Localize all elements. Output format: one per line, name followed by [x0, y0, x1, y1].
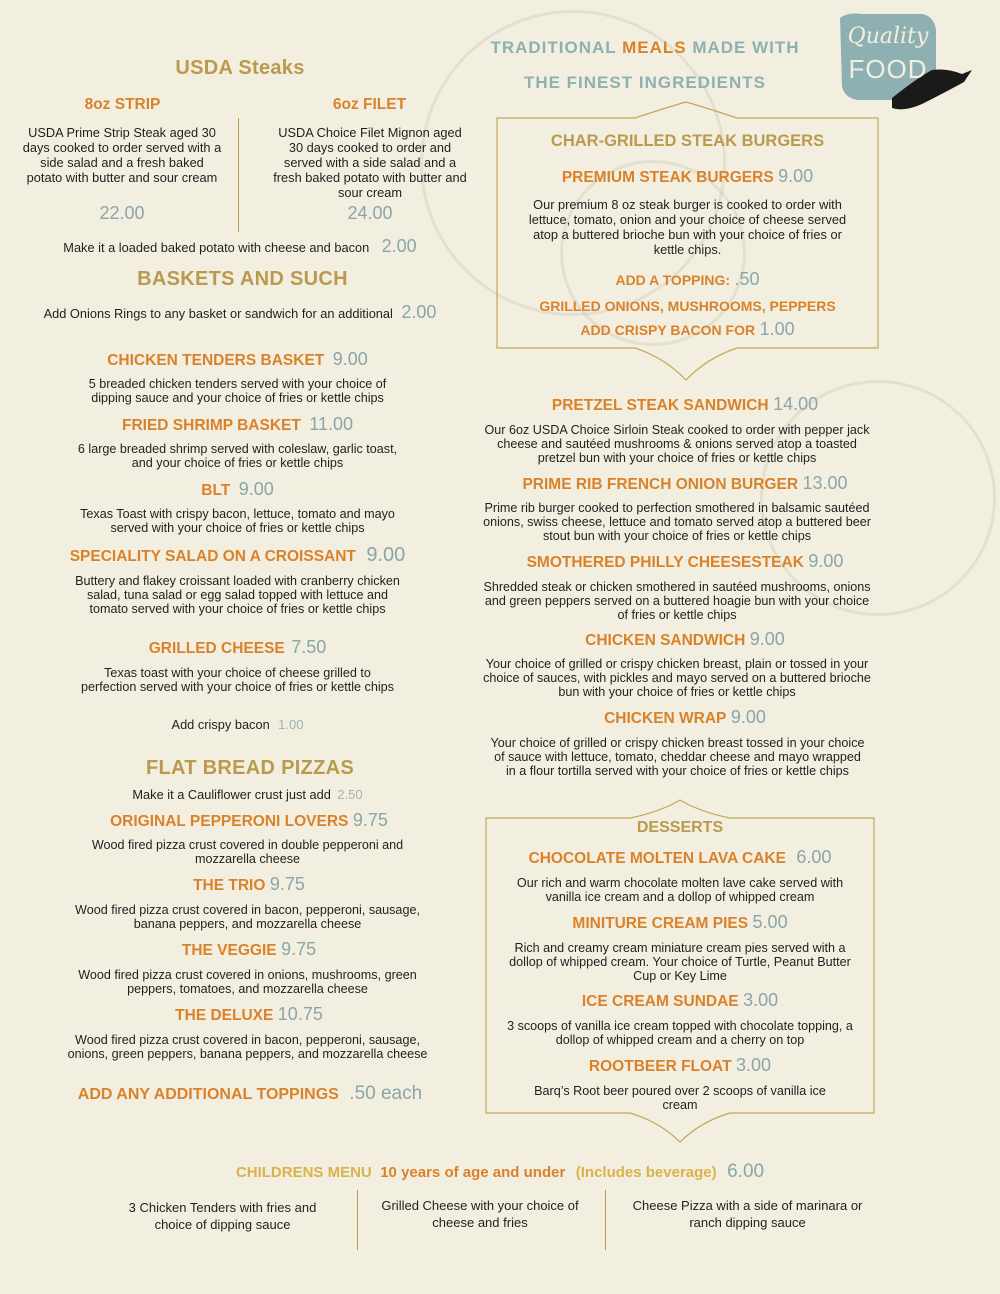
sandwich-price: 9.00	[749, 629, 785, 649]
tagline-word-meals: MEALS	[622, 38, 687, 57]
basket-item-desc: 5 breaded chicken tenders served with your choice of dipping sauce and your choice of fries or kettle chips	[88, 377, 387, 405]
dessert-item-name: MINITURE CREAM PIES	[572, 915, 749, 932]
baskets-title: BASKETS AND SUCH	[137, 268, 348, 290]
desserts-title: DESSERTS	[636, 819, 724, 836]
premium-burger-desc: Our premium 8 oz steak burger is cooked to order with lettuce, tomato, onion and your choice of cheese served atop a buttered brioche bun with your choice of fries or kettle chips.	[528, 197, 847, 257]
basket-item-name: BLT	[201, 482, 231, 499]
add-bacon-text: Add crispy bacon	[171, 717, 270, 732]
dessert-item-title	[486, 1055, 874, 1076]
childrens-menu-title	[0, 1161, 1000, 1183]
strip-name: 8oz STRIP	[84, 96, 161, 113]
dessert-item-name: CHOCOLATE MOLTEN LAVA CAKE	[528, 850, 786, 867]
kids-option: Cheese Pizza with a side of marinara or ranch dipping sauce	[632, 1198, 863, 1230]
basket-item-name: FRIED SHRIMP BASKET	[121, 417, 301, 434]
add-topping-text: ADD A TOPPING:	[615, 272, 731, 288]
crispy-bacon-text: ADD CRISPY BACON FOR	[580, 322, 756, 338]
pizza-item-price: 10.75	[277, 1004, 323, 1024]
dessert-item-desc: Barq’s Root beer poured over 2 scoops of vanilla ice cream	[534, 1084, 826, 1112]
dessert-item-title	[486, 847, 874, 868]
pizzas-title: FLAT BREAD PIZZAS	[145, 757, 355, 779]
sandwich-price: 13.00	[802, 473, 848, 493]
sandwich-name: PRIME RIB FRENCH ONION BURGER	[522, 476, 799, 493]
kids-option: Grilled Cheese with your choice of cheese and fries	[381, 1198, 579, 1230]
dessert-item-price: 3.00	[743, 990, 779, 1010]
basket-item-desc: Buttery and flakey croissant loaded with cranberry chicken salad, tuna salad or egg salad topped with lettuce and tomato served with your choice of fries or kettle chips	[75, 574, 400, 616]
pizza-item-desc: Wood fired pizza crust covered in double pepperoni and mozzarella cheese	[91, 838, 404, 866]
basket-item-price: 7.50	[291, 637, 327, 657]
grilled-toppings: GRILLED ONIONS, MUSHROOMS, PEPPERS	[539, 298, 836, 314]
steaks-title: USDA Steaks	[175, 57, 305, 79]
tagline-word-traditional: TRADITIONAL	[490, 38, 617, 57]
basket-item-desc: 6 large breaded shrimp served with coleslaw, garlic toast, and your choice of fries or kettle chips	[77, 442, 398, 470]
dessert-item-desc: Our rich and warm chocolate molten lave cake served with vanilla ice cream and a dollop of whipped cream	[516, 876, 844, 904]
toppings-text: ADD ANY ADDITIONAL TOPPINGS	[77, 1086, 339, 1103]
sandwich-desc: Your choice of grilled or crispy chicken breast tossed in your choice of sauce with lettuce, tomato, cheddar cheese and mayo wrapped in a flour tortilla served with your choice of fries or kettle chips	[490, 736, 865, 778]
sandwich-desc: Prime rib burger cooked to perfection smothered in balsamic sautéed onions, swiss cheese, lettuce and tomato served atop a buttered beer stout bun with your choice of fries or kettle chips	[483, 501, 871, 543]
toppings-price: .50 each	[349, 1083, 423, 1104]
basket-item-price: 9.00	[366, 544, 406, 566]
sandwich-price: 9.00	[808, 551, 844, 571]
filet-name: 6oz FILET	[332, 96, 407, 113]
dessert-item-desc: Rich and creamy cream miniature cream pies served with a dollop of whipped cream. Your choice of Turtle, Peanut Butter Cup or Key Lime	[509, 941, 851, 983]
strip-price: 22.00	[99, 203, 145, 223]
sandwich-desc: Shredded steak or chicken smothered in sautéed mushrooms, onions and green peppers served on a buttered hoagie bun with your choice of fries or kettle chips	[483, 580, 871, 622]
filet-price: 24.00	[347, 203, 393, 223]
onion-rings-price: 2.00	[401, 302, 437, 322]
pizza-item-name: THE DELUXE	[175, 1007, 274, 1024]
logo-word-quality: Quality	[847, 24, 929, 49]
dessert-item-price: 3.00	[736, 1055, 772, 1075]
kids-option: 3 Chicken Tenders with fries and choice of dipping sauce	[128, 1200, 317, 1232]
cauliflower-price: 2.50	[337, 787, 363, 802]
pizza-item-price: 9.75	[352, 810, 388, 830]
sandwich-name: PRETZEL STEAK SANDWICH	[551, 397, 769, 414]
basket-item-desc: Texas toast with your choice of cheese grilled to perfection served with your choice of fries or kettle chips	[81, 666, 394, 694]
logo-word-food: FOOD	[848, 54, 928, 84]
strip-desc: USDA Prime Strip Steak aged 30 days cooked to order served with a side salad and a fresh baked potato with butter and sour cream	[22, 125, 222, 185]
basket-item-name: SPECIALITY SALAD ON A CROISSANT	[69, 548, 356, 565]
add-topping-price: .50	[734, 269, 760, 289]
premium-burger-name: PREMIUM STEAK BURGERS	[561, 169, 774, 186]
sandwich-name: CHICKEN SANDWICH	[585, 632, 746, 649]
pizza-item-price: 9.75	[269, 874, 305, 894]
sandwich-name: CHICKEN WRAP	[604, 710, 727, 727]
dessert-item-name: ROOTBEER FLOAT	[588, 1058, 732, 1075]
pizza-item-name: THE VEGGIE	[181, 942, 277, 959]
add-bacon-price: 1.00	[278, 717, 304, 732]
pizza-item-desc: Wood fired pizza crust covered in bacon, pepperoni, sausage, onions, green peppers, banana peppers, and mozzarella cheese	[67, 1033, 428, 1061]
pizza-item-name: THE TRIO	[193, 877, 266, 894]
dessert-item-title	[486, 912, 874, 933]
pizza-item-desc: Wood fired pizza crust covered in bacon, pepperoni, sausage, banana peppers, and mozzarella cheese	[75, 903, 420, 931]
kids-divider	[605, 1190, 606, 1250]
basket-item-price: 11.00	[309, 414, 353, 434]
burgers-title: CHAR-GRILLED STEAK BURGERS	[550, 132, 825, 150]
pizza-item-price: 9.75	[281, 939, 317, 959]
loaded-potato-text: Make it a loaded baked potato with cheese and bacon	[63, 240, 370, 255]
childrens-menu-label: CHILDRENS MENU	[235, 1164, 372, 1181]
tagline-word-made-with: MADE WITH	[692, 38, 800, 57]
sandwich-name: SMOTHERED PHILLY CHEESESTEAK	[526, 554, 804, 571]
childrens-menu-beverage: (Includes beverage)	[575, 1164, 717, 1181]
basket-item-price: 9.00	[332, 349, 368, 369]
childrens-menu-price: 6.00	[727, 1161, 765, 1182]
basket-item-name: CHICKEN TENDERS BASKET	[107, 352, 325, 369]
basket-item-name: GRILLED CHEESE	[148, 640, 285, 657]
loaded-potato-price: 2.00	[381, 236, 417, 256]
dessert-item-desc: 3 scoops of vanilla ice cream topped with chocolate topping, a dollop of whipped cream and a cherry on top	[507, 1019, 853, 1047]
cauliflower-text: Make it a Cauliflower crust just add	[132, 787, 331, 802]
onion-rings-text: Add Onions Rings to any basket or sandwich for an additional	[43, 306, 393, 321]
basket-item-desc: Texas Toast with crispy bacon, lettuce, tomato and mayo served with your choice of fries or kettle chips	[80, 507, 395, 535]
sandwich-price: 14.00	[773, 394, 819, 414]
sandwich-price: 9.00	[730, 707, 766, 727]
dessert-item-name: ICE CREAM SUNDAE	[581, 993, 739, 1010]
pizza-item-name: ORIGINAL PEPPERONI LOVERS	[110, 813, 349, 830]
dessert-item-price: 6.00	[796, 847, 832, 867]
tagline-line2: THE FINEST INGREDIENTS	[523, 73, 767, 92]
basket-item-price: 9.00	[238, 479, 274, 499]
childrens-menu-age: 10 years of age and under	[380, 1164, 566, 1181]
dessert-item-title	[486, 990, 874, 1011]
sandwich-desc: Your choice of grilled or crispy chicken breast, plain or tossed in your choice of sauces, with pickles and mayo served on a buttered brioche bun with your choice of fries or kettle chips	[483, 657, 871, 699]
dessert-item-price: 5.00	[752, 912, 788, 932]
kids-divider	[357, 1190, 358, 1250]
premium-burger-price: 9.00	[778, 166, 814, 186]
pizza-item-desc: Wood fired pizza crust covered in onions, mushrooms, green peppers, tomatoes, and mozzarella cheese	[78, 968, 417, 996]
filet-desc: USDA Choice Filet Mignon aged 30 days cooked to order and served with a side salad and a fresh baked potato with butter and sour cream	[273, 125, 467, 200]
sandwich-desc: Our 6oz USDA Choice Sirloin Steak cooked to order with pepper jack cheese and sautéed mushrooms & onions served atop a toasted pretzel bun with your choice of fries or kettle chips	[484, 423, 870, 465]
crispy-bacon-price: 1.00	[759, 319, 795, 339]
